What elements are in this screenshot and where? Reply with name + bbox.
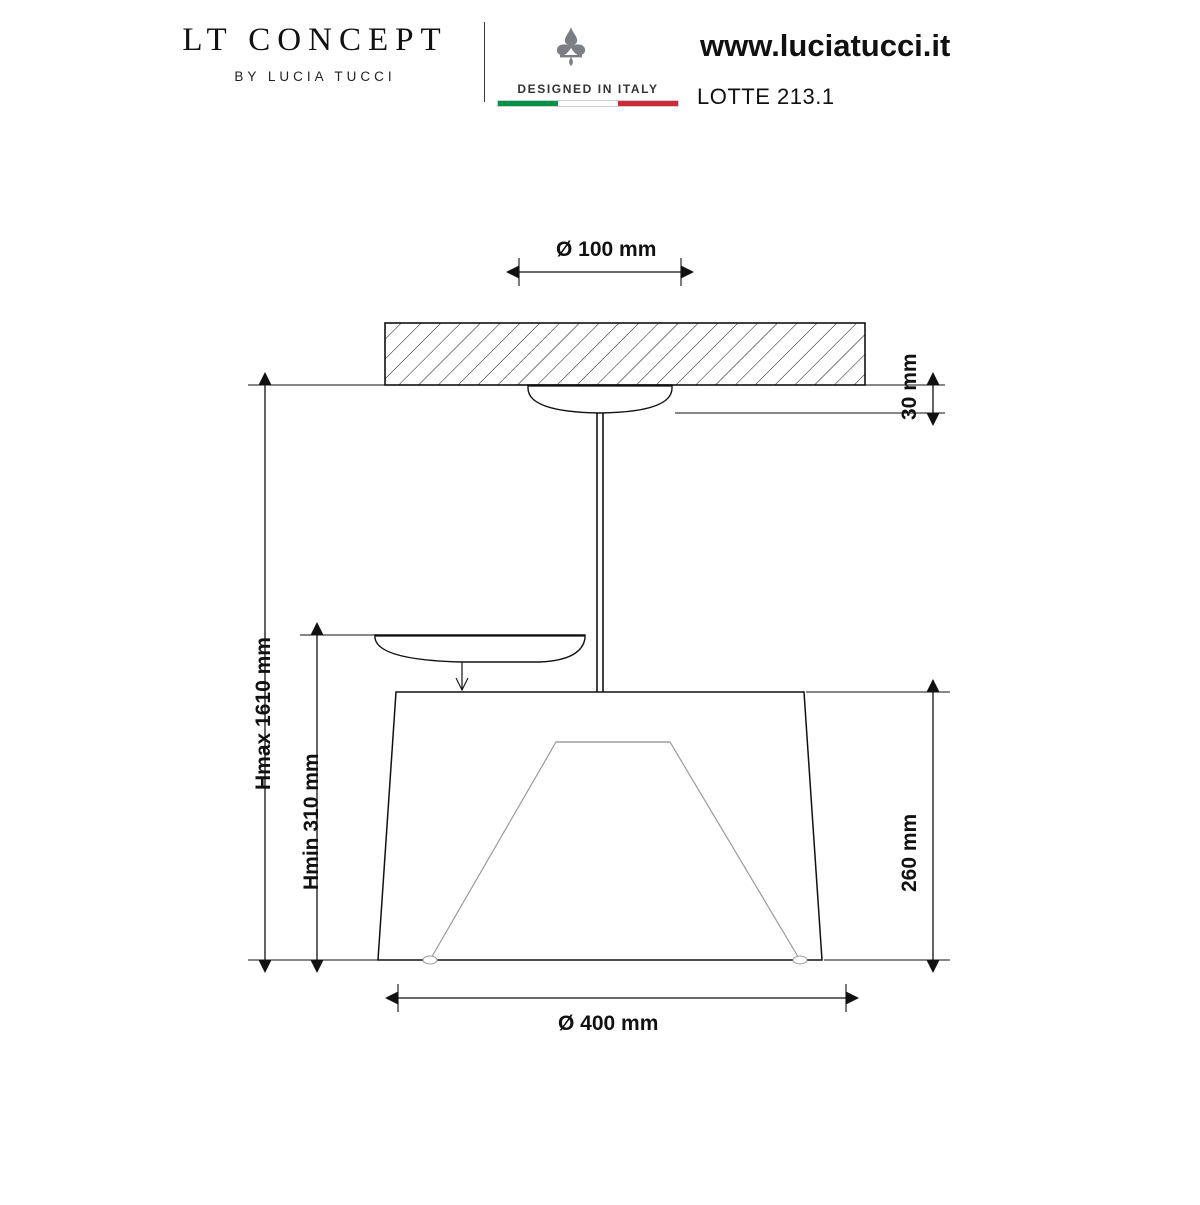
designed-in-italy-label: DESIGNED IN ITALY <box>517 82 659 96</box>
label-canopy-diameter: Ø 100 mm <box>556 238 657 261</box>
brand-logo <box>160 22 470 84</box>
label-height-min: Hmin 310 mm <box>300 753 323 890</box>
designed-in-italy-badge <box>497 82 679 107</box>
label-height-max: Hmax 1610 mm <box>252 637 275 790</box>
ceiling-slab <box>385 323 865 385</box>
italy-flag-icon <box>497 100 679 107</box>
dimension-canopy-diameter <box>519 258 681 286</box>
canopy <box>528 385 672 413</box>
lamp-shade <box>378 692 822 964</box>
brand-name: LT CONCEPT <box>182 22 448 58</box>
drawing-area <box>0 130 1200 1200</box>
model-name: LOTTE 213.1 <box>697 84 835 109</box>
brand-subtitle: BY LUCIA TUCCI <box>234 69 396 84</box>
lamp-technical-svg <box>0 130 1200 1200</box>
fleur-de-lis-icon <box>553 26 589 66</box>
lowered-canopy <box>375 635 585 690</box>
header <box>0 0 1200 130</box>
website-url: www.luciatucci.it <box>700 28 951 63</box>
dimension-shade-height <box>806 692 950 960</box>
label-shade-diameter: Ø 400 mm <box>558 1012 659 1035</box>
label-shade-height: 260 mm <box>898 813 921 892</box>
header-divider <box>484 22 485 102</box>
label-canopy-height: 30 mm <box>898 353 921 420</box>
dimension-shade-diameter <box>398 984 846 1012</box>
suspension-cable <box>597 413 603 710</box>
